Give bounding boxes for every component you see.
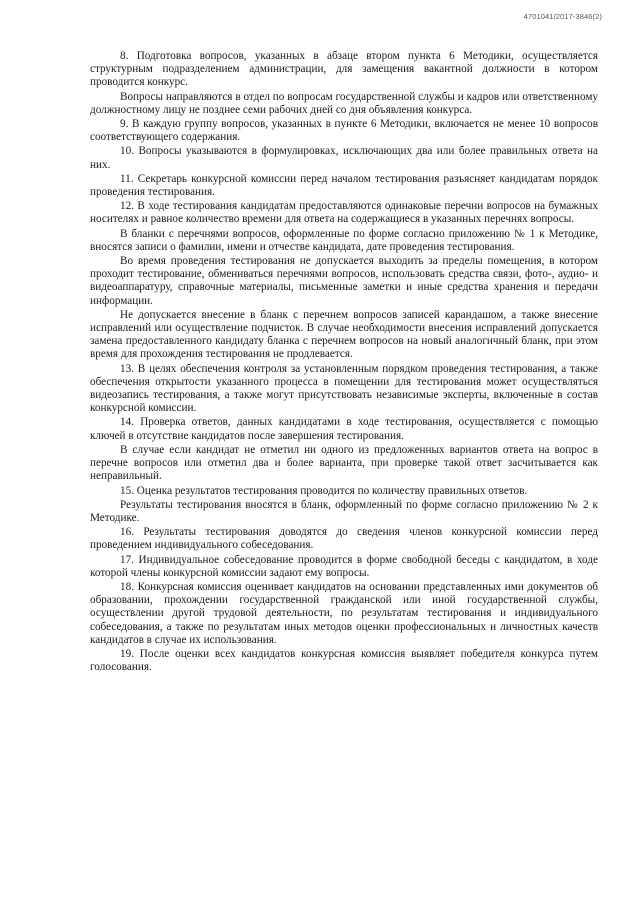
paragraph-11: 11. Секретарь конкурсной комиссии перед началом тестирования разъясняет кандидатам порядок проведения тестирования. — [90, 172, 598, 199]
paragraph-18: 18. Конкурсная комиссия оценивает кандидатов на основании представленных ими документов об образовании, прохождении государственной гражданской или иной государственной службы, осуществлении другой трудовой деятельности, по результатам тестирования и индивидуального собеседования, а также по результатам иных методов оценки профессиональных и личностных качеств кандидатов в случае их использования. — [90, 580, 598, 646]
paragraph-9: 9. В каждую группу вопросов, указанных в пункте 6 Методики, включается не менее 10 вопросов соответствующего содержания. — [90, 118, 598, 144]
paragraph-17: 17. Индивидуальное собеседование проводится в форме свободной беседы с кандидатом, в ходе которой члены конкурсной комиссии задают ему вопросы. — [90, 553, 598, 579]
paragraph-15-results: Результаты тестирования вносятся в бланк, оформленный по форме согласно приложению № 2 к Методике. — [90, 498, 598, 524]
paragraph-12: 12. В ходе тестирования кандидатам предоставляются одинаковые перечни вопросов на бумажных носителях и равное количество времени для ответа на содержащиеся в указанных перечнях вопросы. — [90, 200, 598, 226]
document-body — [90, 50, 598, 675]
paragraph-12-rules: Во время проведения тестирования не допускается выходить за пределы помещения, в котором проходит тестирование, обмениваться перечнями вопросов, использовать средства связи, фото-, аудио- и видеоаппаратуру, справочные материалы, письменные заметки и иные средства хранения и передачи информации. — [90, 255, 598, 307]
paragraph-13: 13. В целях обеспечения контроля за установленным порядком проведения тестирования, а также обеспечения открытости указанного процесса в помещении для тестирования может осуществляться видеозапись тестирования, а также могут присутствовать независимые эксперты, включенные в состав конкурсной комиссии. — [90, 362, 598, 415]
paragraph-10: 10. Вопросы указываются в формулировках, исключающих два или более правильных ответа на них. — [90, 145, 598, 171]
paragraph-8-questions-sent: Вопросы направляются в отдел по вопросам государственной службы и кадров или ответственному должностному лицу не позднее семи рабочих дней со дня объявления конкурса. — [90, 90, 598, 116]
paragraph-12-corrections: Не допускается внесение в бланк с перечнем вопросов записей карандашом, а также внесение исправлений или осуществление подчисток. В случае необходимости внесения исправлений допускается замена предоставленного кандидату бланка с перечнем вопросов на новый аналогичный бланк, при этом время для прохождения тестирования не продлевается. — [90, 308, 598, 361]
paragraph-19: 19. После оценки всех кандидатов конкурсная комиссия выявляет победителя конкурса путем голосования. — [90, 647, 598, 674]
paragraph-14: 14. Проверка ответов, данных кандидатами в ходе тестирования, осуществляется с помощью ключей в отсутствие кандидатов после завершения тестирования. — [90, 416, 598, 442]
paragraph-8: 8. Подготовка вопросов, указанных в абзаце втором пункта 6 Методики, осуществляется структурным подразделением администрации, для замещения вакантной должности в котором проводится конкурс. — [90, 50, 598, 89]
document-id: 4701041/2017-3846(2) — [523, 12, 602, 21]
paragraph-14-incorrect: В случае если кандидат не отметил ни одного из предложенных вариантов ответа на вопрос в перечне вопросов или отметил два и более варианта, при проверке такой ответ засчитывается как неправильный. — [90, 443, 598, 483]
paragraph-15: 15. Оценка результатов тестирования проводится по количеству правильных ответов. — [120, 484, 528, 497]
paragraph-16: 16. Результаты тестирования доводятся до сведения членов конкурсной комиссии перед проведением индивидуального собеседования. — [90, 526, 598, 552]
paragraph-12-forms: В бланки с перечнями вопросов, оформленные по форме согласно приложению № 1 к Методике, вносятся записи о фамилии, имени и отчестве кандидата, дате проведения тестирования. — [90, 227, 598, 253]
